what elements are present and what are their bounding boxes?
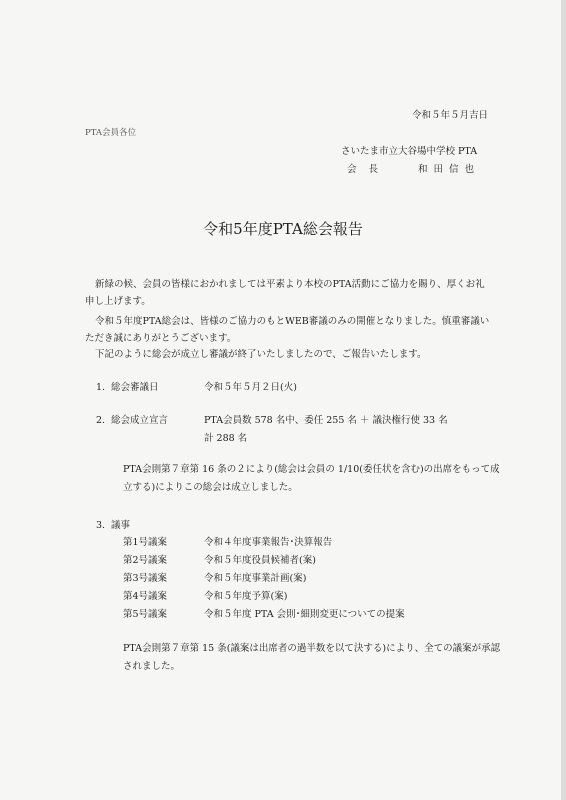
item-label: 総会審議日 <box>111 382 159 393</box>
agenda-number: 第5号議案 <box>123 609 168 620</box>
agenda-number: 第2号議案 <box>123 555 168 566</box>
item-number: 3. <box>96 520 106 531</box>
agenda-description: 令和５年度事業計画(案) <box>204 573 307 584</box>
document-date: 令和５年５月吉日 <box>412 110 489 121</box>
quorum-rule-text: PTA会則第７章第 16 条の２により(総会は会員の 1/10(委任状を含む)の出席をもって成立する)によりこの総会は成立しました。 <box>123 464 500 493</box>
scan-edge <box>561 0 566 800</box>
document-title: 令和5年度PTA総会報告 <box>203 220 363 238</box>
item-number: 1. <box>96 382 106 393</box>
item-value: PTA会員数 578 名中、委任 255 名 ＋ 議決権行使 33 名 <box>204 415 448 426</box>
report-paragraph: 下記のように総会が成立し審議が終了いたしましたので、ご報告いたします。 <box>95 349 427 360</box>
president-role: 会長 <box>347 164 391 175</box>
agenda-number: 第1号議案 <box>123 537 168 548</box>
agenda-description: 令和５年度 PTA 会則･細則変更についての提案 <box>204 609 405 620</box>
item-value-total: 計 288 名 <box>204 433 248 444</box>
greeting-paragraph: 新緑の候、会員の皆様におかれましては平素より本校のPTA活動にご協力を賜り、厚くお礼申し上げます。 <box>85 279 485 307</box>
agenda-heading: 議事 <box>111 520 131 531</box>
agenda-number: 第4号議案 <box>123 591 168 602</box>
agenda-number: 第3号議案 <box>123 573 168 584</box>
organization-name: さいたま市立大谷場中学校 PTA <box>341 146 478 157</box>
item-value: 令和５年５月２日(火) <box>204 382 297 393</box>
agenda-description: 令和５年度予算(案) <box>204 591 288 602</box>
conclusion-text: PTA会則第７章第 15 条(議案は出席者の過半数を以て決する)により、全ての議案が承認されました。 <box>123 643 501 672</box>
president-name: 和田信也 <box>418 164 481 175</box>
agenda-description: 令和５年度役員候補者(案) <box>204 555 316 566</box>
item-label: 総会成立宣言 <box>111 415 169 426</box>
meeting-paragraph: 令和５年度PTA総会は、皆様のご協力のもとWEB審議のみの開催となりました。慎重審議いただき誠にありがとうございます。 <box>85 316 490 344</box>
agenda-description: 令和４年度事業報告･決算報告 <box>204 537 333 548</box>
addressee: PTA会員各位 <box>85 128 137 138</box>
item-number: 2. <box>96 415 106 426</box>
